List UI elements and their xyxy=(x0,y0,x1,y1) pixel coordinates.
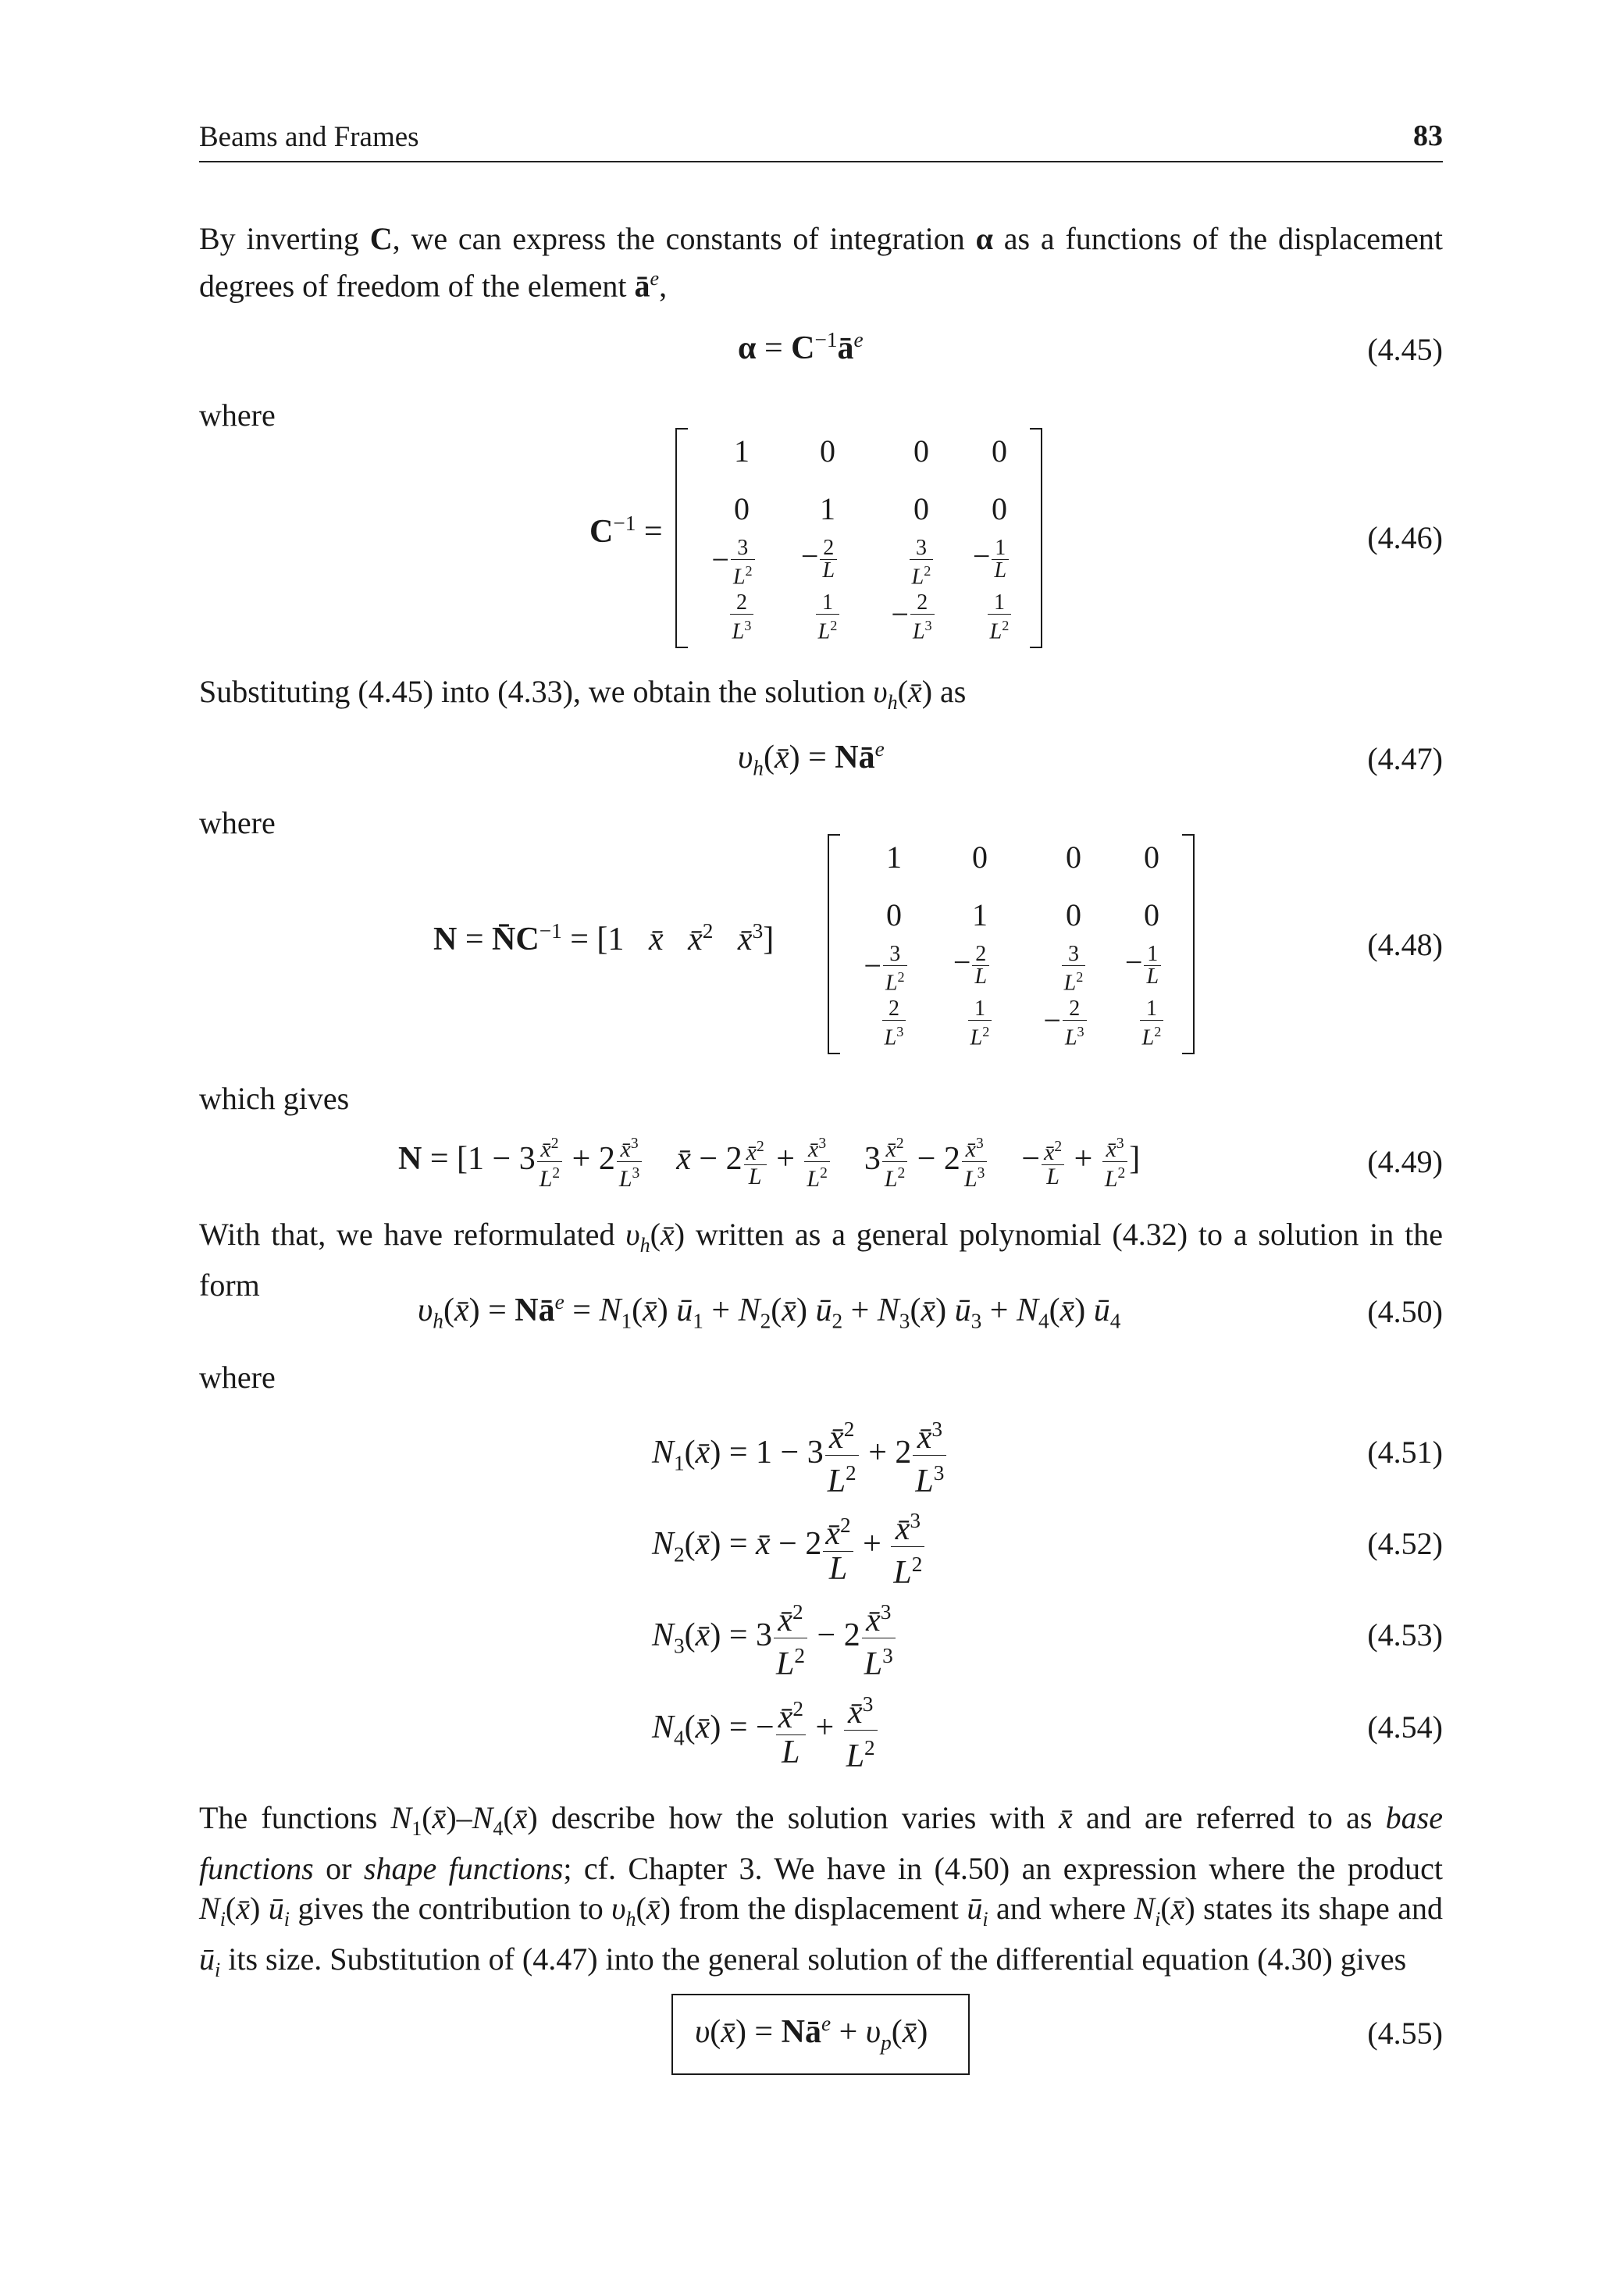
equation-4-51: $N_1(x̄) = 1 - 3$ $\frac{x̄^2}{L^2}$ + 2 $\frac{x̄^3}{L^3}$ xyxy=(652,1412,948,1499)
paragraph-shape-functions: The functions $N_1(x̄)-N_4(x̄)$ describe how the solution varies with x̄ and are referred to as base functions or shape functions; cf. Chapter 3. We have in (4.50) an expression where the product $N_i(x̄)$ $ū_i$ gives the contribution to $\upsilon_h(x̄)$ from the displacement $ū_i$ and where $N_i(x̄)$ states its shape and $ū_i$ its size. Substitution of (4.47) into the general solution of the differential equation (4.30) gives xyxy=(199,1800,1444,1981)
paragraph-substituting: Substituting (4.45) into (4.33), we obtain the solution $\upsilon_h(x̄)$ as xyxy=(199,674,967,714)
equation-number: (4.55) xyxy=(1367,2016,1443,2051)
word-where: where xyxy=(199,398,276,433)
equation-number: (4.46) xyxy=(1367,520,1443,555)
equation-4-53: $N_3(x̄) = 3$ $\frac{x̄^2}{L^2}$ − 2 $\frac{x̄^3}{L^3}$ xyxy=(652,1595,897,1681)
equation-4-55: υ(x̄) = $Nā^e$ + $\upsilon_p(x̄)$ xyxy=(695,2012,928,2055)
running-title: Beams and Frames xyxy=(199,121,419,153)
equation-4-49: N = [1 − 3 $\frac{x̄^2}{L^2}$ + 2 $\frac{x̄^3}{L^3}$ x̄ − 2 $\frac{x̄^2}{L}$ + $\frac{x̄^3}{L^2}$ 3 $\frac{x̄^2}{L^2}$ − 2 $\frac{x̄^3}{L^3}$ − $\frac{x̄^2}{L}$ + $\frac{x̄^3}{L^2}$ ] xyxy=(398,1132,1140,1191)
equation-number: (4.50) xyxy=(1367,1294,1443,1329)
equation-4-50: $\upsilon_h(x̄)$ = $Nā^e$ = $N_1(x̄)$ $ū_1$ + $N_2(x̄)$ $ū_2$ + $N_3(x̄)$ $ū_3$ + $N_4(x̄)$ $ū_4$ xyxy=(418,1290,1121,1333)
word-which-gives: which gives xyxy=(199,1081,350,1116)
equation-number: (4.47) xyxy=(1367,741,1443,776)
equation-number: (4.48) xyxy=(1367,927,1443,962)
paragraph-intro: By inverting C, we can express the constants of integration α as a functions of the displacement degrees of freedom of the element $ā^e$, xyxy=(199,221,1443,304)
equation-4-52: $N_2(x̄)$ = x̄ − 2 $\frac{x̄^2}{L}$ + $\frac{x̄^3}{L^2}$ xyxy=(652,1503,926,1590)
equation-number: (4.45) xyxy=(1367,332,1443,367)
word-where: where xyxy=(199,805,276,840)
page-number: 83 xyxy=(1413,119,1443,152)
equation-number: (4.53) xyxy=(1367,1617,1443,1652)
equation-number: (4.52) xyxy=(1367,1526,1443,1561)
page xyxy=(199,0,1443,2296)
equation-number: (4.49) xyxy=(1367,1144,1443,1179)
equation-4-46-lhs: $C^{-1}$ = xyxy=(589,512,663,550)
matrix-c-inverse-2: 1 0 0 0 0 1 0 0 − $\frac{3}{L^2}$ − $\frac{2}{L}$ $\frac{3}{L^2}$ − $\frac{1}{L}$ $\frac{2}{L^3}$ $\frac{1}{L^2}$ − $\frac{2}{L^3}$ $\frac{1}{L^2}$ xyxy=(828,834,1195,1056)
equation-4-45: $\alpha = C^{-1}ā^e$ xyxy=(738,328,864,366)
equation-number: (4.54) xyxy=(1367,1710,1443,1745)
equation-4-48-lhs: $N = N̄C^{-1} = [1$ x̄ x̄$^2$ x̄$^3$] xyxy=(433,919,775,957)
paragraph-reformulated: With that, we have reformulated $\upsilon_h(x̄)$ written as a general polynomial (4.32) to a solution in the form xyxy=(199,1217,1443,1303)
equation-4-54: $N_4(x̄)$ = − $\frac{x̄^2}{L}$ + $\frac{x̄^3}{L^2}$ xyxy=(652,1687,879,1774)
running-header xyxy=(199,117,1443,162)
matrix-c-inverse: 1 0 0 0 0 1 0 0 − $\frac{3}{L^2}$ − $\frac{2}{L}$ $\frac{3}{L^2}$ − $\frac{1}{L}$ $\frac{2}{L^3}$ $\frac{1}{L^2}$ − $\frac{2}{L^3}$ $\frac{1}{L^2}$ xyxy=(675,428,1042,650)
equation-number: (4.51) xyxy=(1367,1435,1443,1470)
word-where: where xyxy=(199,1360,276,1395)
equation-4-47: $\upsilon_h(x̄)$ = $Nā^e$ xyxy=(738,737,885,780)
